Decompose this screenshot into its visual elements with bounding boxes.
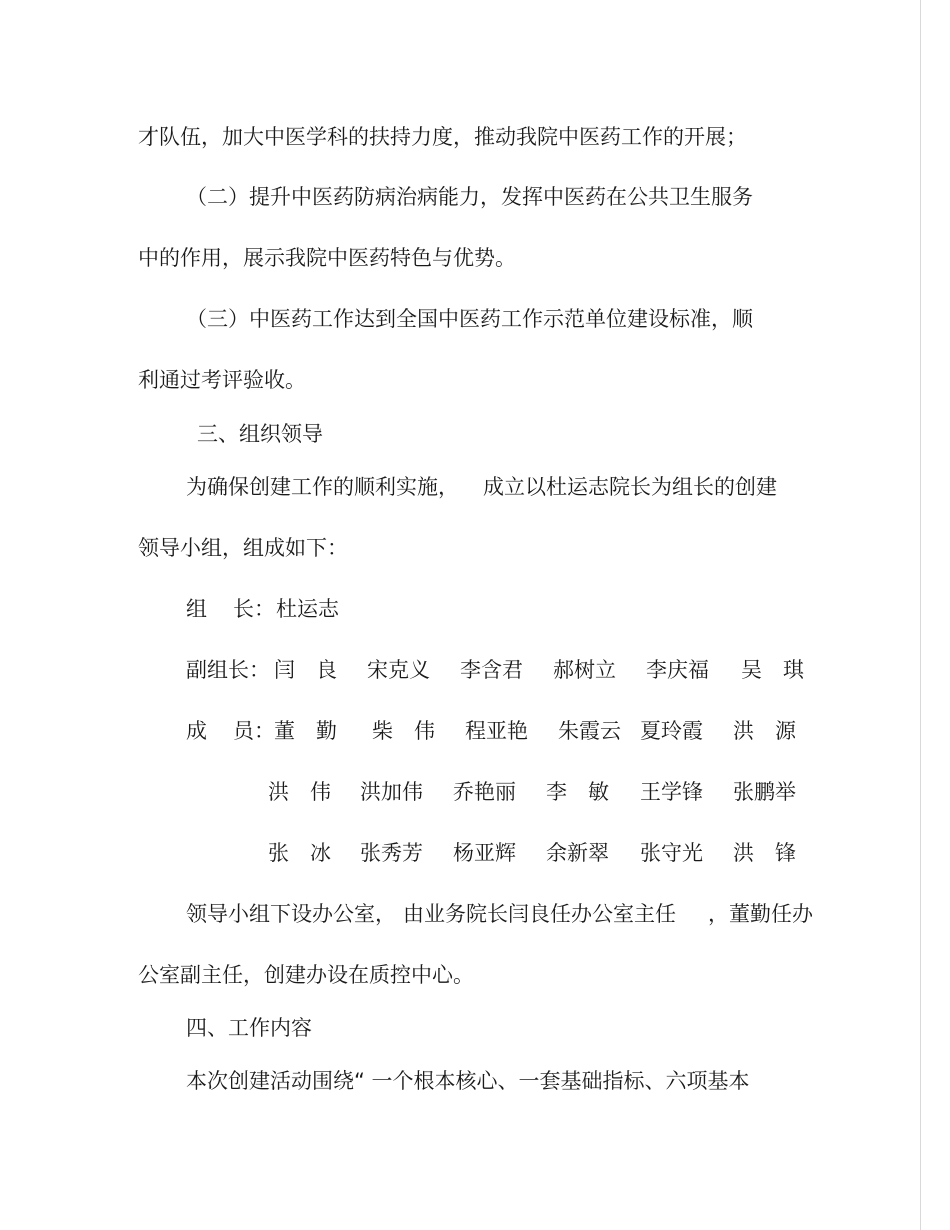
body-paragraph: 成立以杜运志院长为组长的创建 — [483, 475, 777, 499]
deputy-name: 宋克义 — [367, 658, 430, 682]
member-name: 杨亚辉 — [453, 841, 516, 865]
members-label: 员： — [233, 719, 275, 743]
deputy-name: 郝树立 — [553, 658, 616, 682]
member-name: 张秀芳 — [360, 841, 423, 865]
section-heading: 四、工作内容 — [186, 1016, 312, 1040]
leader-name: 杜运志 — [276, 597, 339, 621]
body-paragraph: （二）提升中医药防病治病能力，发挥中医药在公共卫生服务 — [186, 185, 753, 209]
body-paragraph: ，董勤任办 — [708, 902, 813, 926]
body-paragraph: 公室副主任，创建办设在质控中心。 — [138, 963, 474, 987]
leader-label: 长： — [233, 597, 275, 621]
deputy-name: 李含君 — [460, 658, 523, 682]
leader-label: 组 — [186, 597, 207, 621]
member-name: 洪 伟 — [268, 780, 331, 804]
deputy-name: 闫 良 — [274, 658, 337, 682]
page-edge-divider — [920, 0, 921, 1230]
member-name: 张 冰 — [268, 841, 331, 865]
member-name: 乔艳丽 — [453, 780, 516, 804]
member-name: 洪加伟 — [360, 780, 423, 804]
member-name: 柴 伟 — [372, 719, 435, 743]
body-paragraph: 为确保创建工作的顺利实施， — [186, 475, 459, 499]
member-name: 洪 源 — [733, 719, 796, 743]
body-paragraph: 由业务院长闫良任办公室主任 — [403, 902, 676, 926]
body-paragraph: 中的作用，展示我院中医药特色与优势。 — [138, 246, 516, 270]
deputy-name: 吴 琪 — [741, 658, 804, 682]
member-name: 朱霞云 — [558, 719, 621, 743]
member-name: 董 勤 — [274, 719, 337, 743]
member-name: 王学锋 — [640, 780, 703, 804]
member-name: 程亚艳 — [465, 719, 528, 743]
member-name: 张守光 — [640, 841, 703, 865]
body-paragraph: （三）中医药工作达到全国中医药工作示范单位建设标准，顺 — [186, 307, 753, 331]
member-name: 余新翠 — [546, 841, 609, 865]
member-name: 李 敏 — [546, 780, 609, 804]
deputy-label: 副组长： — [186, 658, 270, 682]
body-paragraph: 领导小组，组成如下： — [138, 536, 348, 560]
body-paragraph: 利通过考评验收。 — [138, 368, 306, 392]
member-name: 张鹏举 — [733, 780, 796, 804]
deputy-name: 李庆福 — [646, 658, 709, 682]
body-paragraph: 本次创建活动围绕“ 一个根本核心、一套基础指标、六项基本 — [186, 1069, 750, 1093]
members-label: 成 — [186, 719, 207, 743]
member-name: 洪 锋 — [733, 841, 796, 865]
member-name: 夏玲霞 — [640, 719, 703, 743]
body-paragraph: 领导小组下设办公室， — [186, 902, 396, 926]
section-heading: 三、组织领导 — [197, 422, 323, 446]
body-paragraph: 才队伍，加大中医学科的扶持力度，推动我院中医药工作的开展； — [138, 125, 747, 149]
